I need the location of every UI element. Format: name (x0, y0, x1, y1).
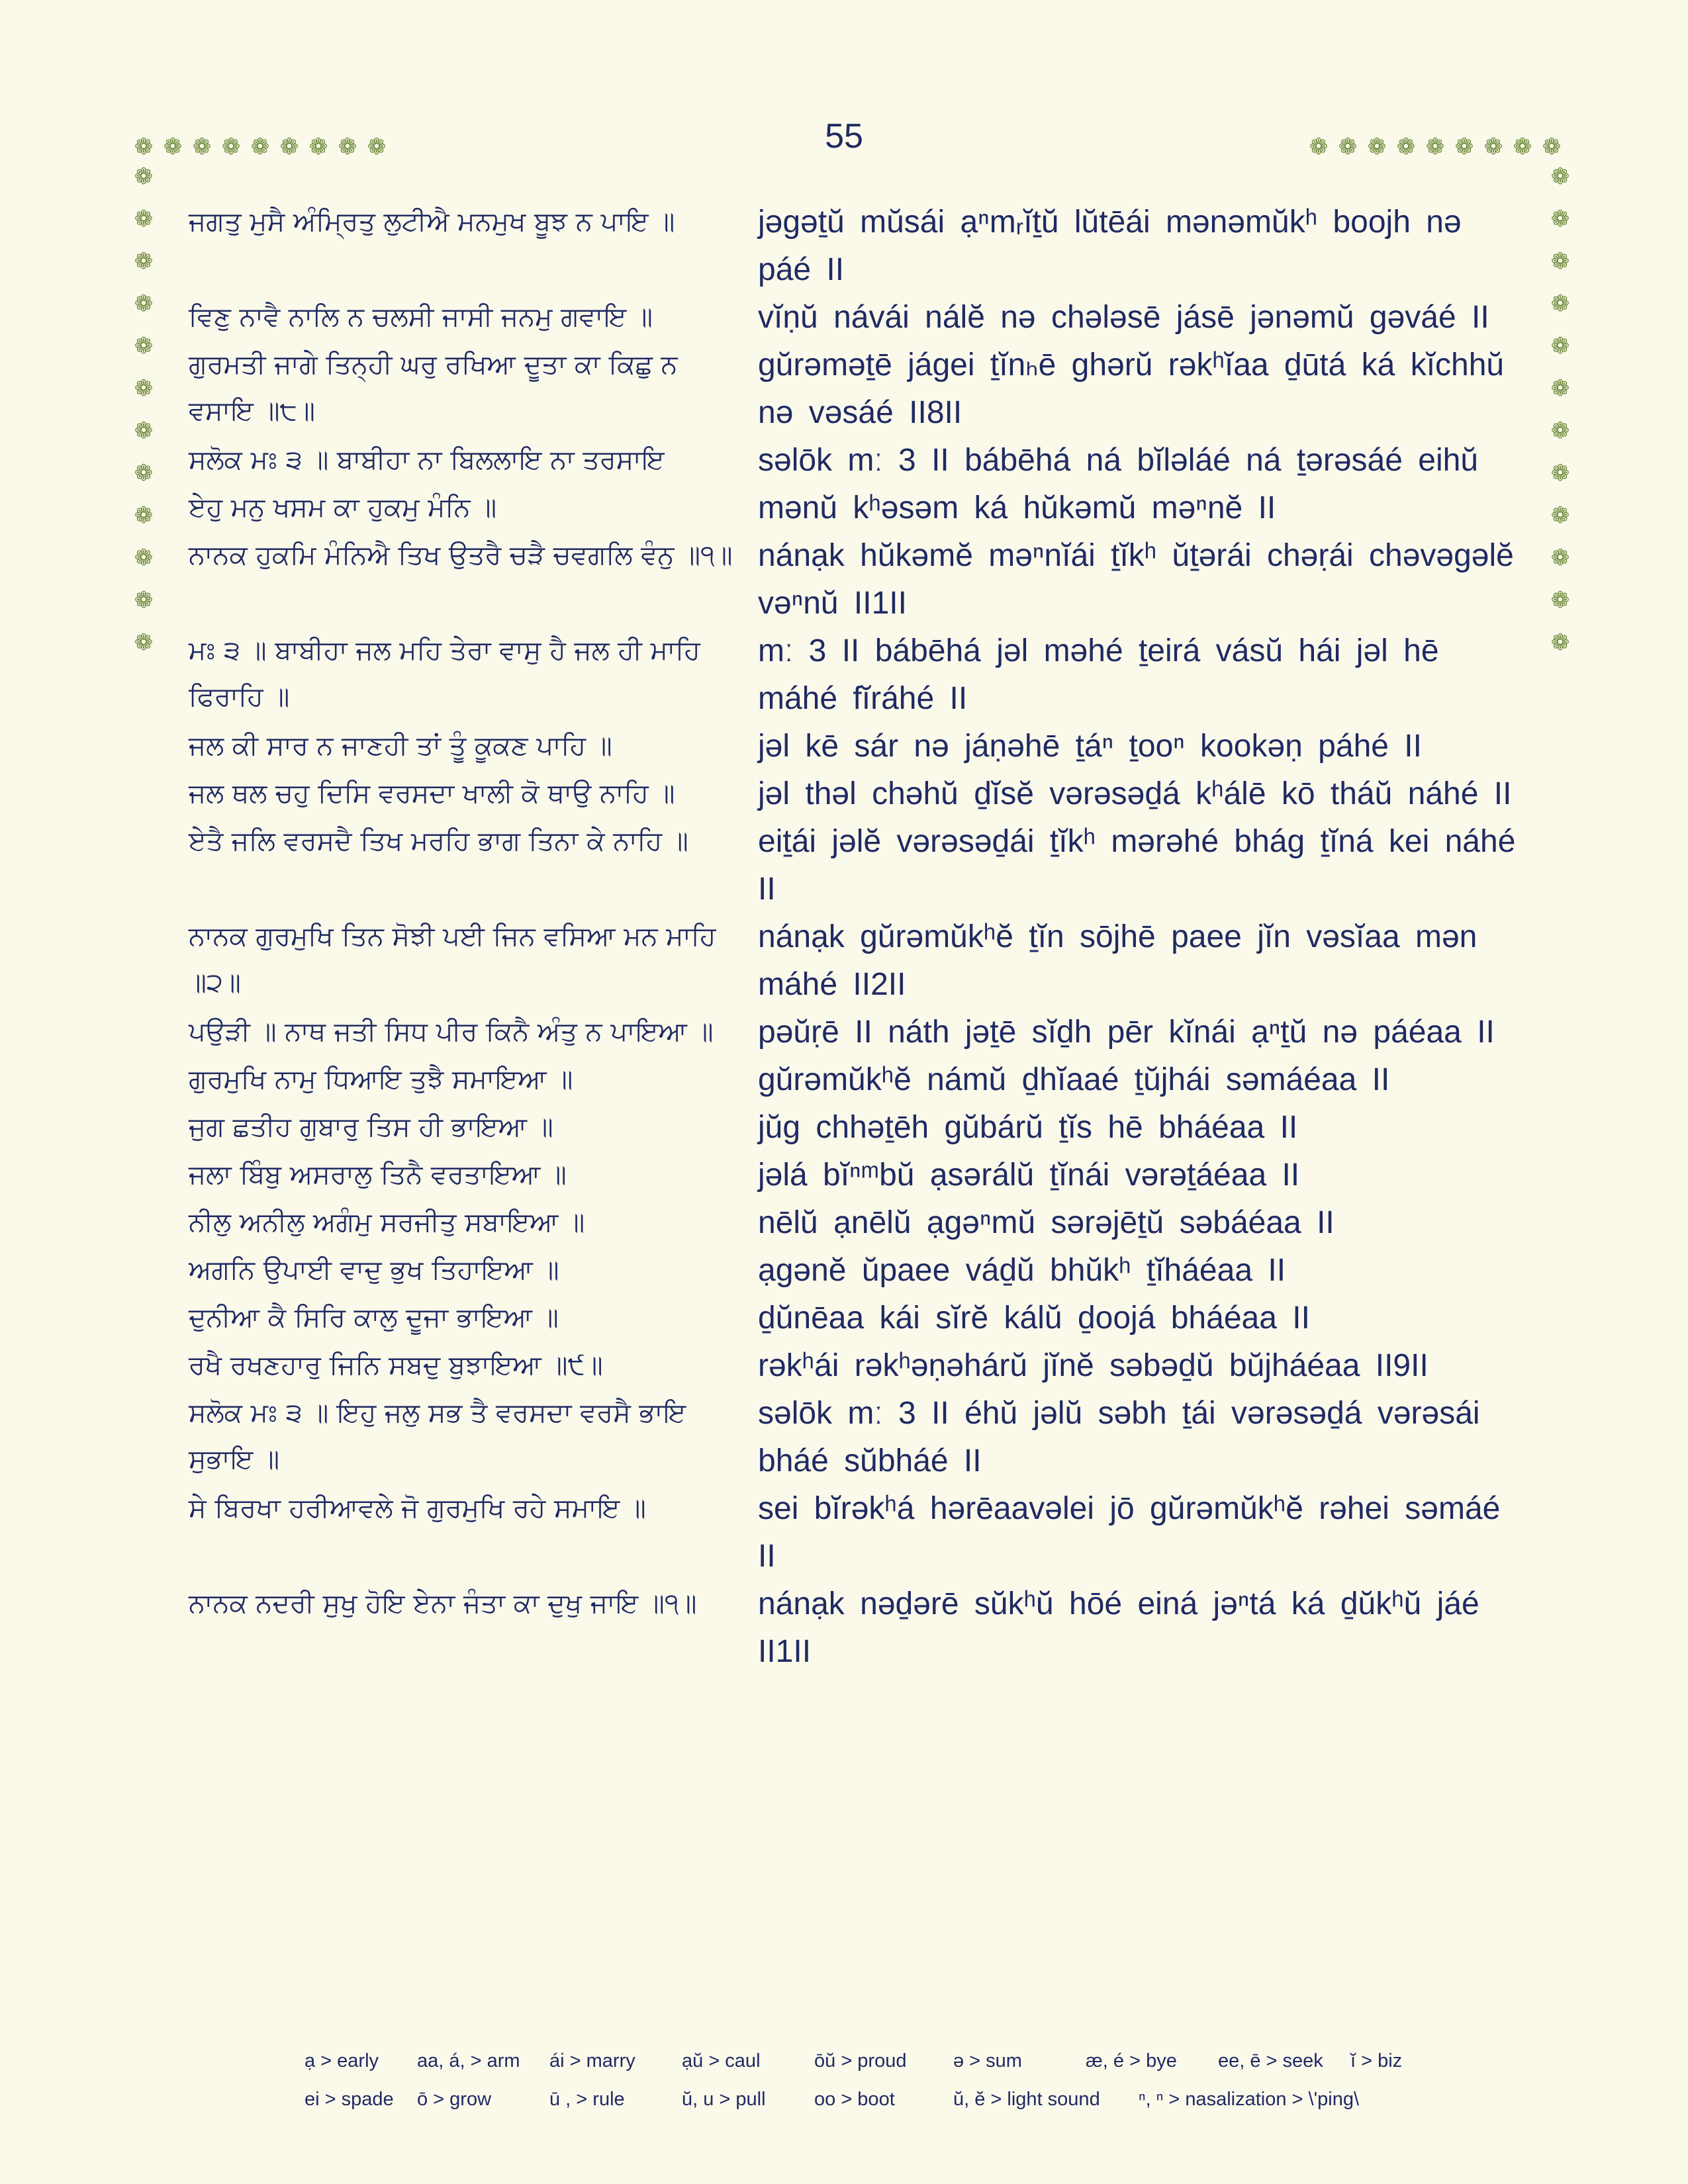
transliteration-text: gŭrəmŭkʰĕ námŭ ḏhĭaaé ṯŭjhái səmáéaa II (758, 1062, 1390, 1097)
verse-table (189, 199, 1529, 1676)
ornament-border-top-left (132, 136, 388, 158)
pronunciation-key (305, 2042, 1496, 2118)
flower-ornament-icon: ❁ (134, 587, 154, 614)
verse-row (189, 723, 1529, 770)
pronunciation-key-item: æ, é > bye (1086, 2050, 1177, 2071)
flower-ornament-icon: ❁ (1550, 206, 1570, 232)
transliteration-text: gŭrəməṯē jágei ṯĭnₕē ghərŭ rəkʰĭaa ḏūtá ká kĭchhŭ nə vəsáé II8II (758, 347, 1505, 430)
pronunciation-key-item: ō > grow (417, 2088, 492, 2110)
verse-row (189, 1199, 1529, 1247)
gurmukhi-text: ਸਲੋਕ ਮਃ ੩ ॥ ਬਾਬੀਹਾ ਨਾ ਬਿਲਲਾਇ ਨਾ ਤਰਸਾਇ (189, 445, 665, 475)
pronunciation-key-item: aa, á, > arm (417, 2050, 520, 2071)
pronunciation-key-item: ái > marry (549, 2050, 635, 2071)
flower-ornament-icon: ❁ (1550, 375, 1570, 402)
transliteration-text: mː 3 II bábēhá jəl məhé ṯeirá vásŭ hái jəl hē máhé fĭráhé II (758, 633, 1439, 716)
flower-ornament-icon: ❁ (1483, 134, 1503, 160)
verse-row (189, 294, 1529, 341)
pronunciation-key-item: ạ > early (305, 2050, 379, 2071)
flower-ornament-icon: ❁ (163, 134, 183, 160)
flower-ornament-icon: ❁ (1367, 134, 1387, 160)
flower-ornament-icon: ❁ (134, 545, 154, 571)
flower-ornament-icon: ❁ (134, 248, 154, 275)
pronunciation-key-item: ei > spade (305, 2088, 394, 2110)
transliteration-text: pəŭṛē II náth jəṯē sĭḏh pēr kĭnái ạⁿṯŭ nə páéaa II (758, 1015, 1495, 1050)
flower-ornament-icon: ❁ (250, 134, 270, 160)
flower-ornament-icon: ❁ (134, 291, 154, 317)
flower-ornament-icon: ❁ (134, 333, 154, 359)
verse-row (189, 341, 1529, 437)
verse-row (189, 1580, 1529, 1676)
flower-ornament-icon: ❁ (1550, 418, 1570, 444)
transliteration-text: nēlŭ ạnēlŭ ạgəⁿmŭ sərəjēṯŭ səbáéaa II (758, 1205, 1335, 1240)
verse-row (189, 199, 1529, 294)
gurmukhi-text: ਗੁਰਮੁਖਿ ਨਾਮੁ ਧਿਆਇ ਤੁਝੈ ਸਮਾਇਆ ॥ (189, 1064, 573, 1095)
flower-ornament-icon: ❁ (134, 134, 154, 160)
verse-row (189, 1342, 1529, 1390)
flower-ornament-icon: ❁ (1550, 333, 1570, 359)
transliteration-text: eiṯái jəlĕ vərəsəḏái ṯĭkʰ mərəhé bhág ṯĭná kei náhé II (758, 824, 1516, 907)
page-number: 55 (825, 117, 863, 156)
flower-ornament-icon: ❁ (134, 502, 154, 529)
ornament-border-left (132, 165, 155, 654)
pronunciation-key-item: ōŭ > proud (814, 2050, 907, 2071)
verse-row (189, 1009, 1529, 1056)
flower-ornament-icon: ❁ (1338, 134, 1358, 160)
verse-row (189, 437, 1529, 484)
transliteration-text: jəl thəl chəhŭ ḏĭsĕ vərəsəḏá kʰálē kō tháŭ náhé II (758, 776, 1512, 811)
gurmukhi-text: ਸਲੋਕ ਮਃ ੩ ॥ ਇਹੁ ਜਲੁ ਸਭ ਤੈ ਵਰਸਦਾ ਵਰਸੈ ਭਾਇ ਸੁਭਾਇ ॥ (189, 1398, 686, 1475)
transliteration-text: jəl kē sár nə jáṇəhē ṯáⁿ ṯooⁿ kookəṇ páhé II (758, 729, 1422, 764)
gurmukhi-text: ਜਲ ਥਲ ਚਹੁ ਦਿਸਿ ਵਰਸਦਾ ਖਾਲੀ ਕੋ ਥਾਉ ਨਾਹਿ ॥ (189, 778, 675, 809)
flower-ornament-icon: ❁ (1454, 134, 1474, 160)
transliteration-text: rəkʰái rəkʰəṇəhárŭ jĭnĕ səbəḏŭ bŭjháéaa II9II (758, 1348, 1429, 1383)
verse-row (189, 532, 1529, 627)
pronunciation-key-item: ə > sum (953, 2050, 1022, 2071)
gurmukhi-text: ਜਲਾ ਬਿੰਬੁ ਅਸਰਾਲੁ ਤਿਨੈ ਵਰਤਾਇਆ ॥ (189, 1160, 567, 1190)
gurmukhi-text: ਅਗਨਿ ਉਪਾਈ ਵਾਦੁ ਭੁਖ ਤਿਹਾਇਆ ॥ (189, 1255, 559, 1285)
gurmukhi-text: ਨੀਲੁ ਅਨੀਲੁ ਅਗੰਮੁ ਸਰਜੀਤੁ ਸਬਾਇਆ ॥ (189, 1207, 585, 1238)
flower-ornament-icon: ❁ (1550, 502, 1570, 529)
verse-row (189, 913, 1529, 1009)
flower-ornament-icon: ❁ (1550, 248, 1570, 275)
pronunciation-key-item: ee, ē > seek (1218, 2050, 1323, 2071)
verse-row (189, 1295, 1529, 1342)
flower-ornament-icon: ❁ (1396, 134, 1416, 160)
flower-ornament-icon: ❁ (279, 134, 299, 160)
pronunciation-key-item: ŭ, ĕ > light sound (953, 2088, 1100, 2110)
transliteration-text: mənŭ kʰəsəm ká hŭkəmŭ məⁿnĕ II (758, 490, 1276, 525)
gurmukhi-text: ਦੁਨੀਆ ਕੈ ਸਿਰਿ ਕਾਲੁ ਦੂਜਾ ਭਾਇਆ ॥ (189, 1302, 559, 1333)
gurmukhi-text: ਨਾਨਕ ਹੁਕਮਿ ਮੰਨਿਐ ਤਿਖ ਉਤਰੈ ਚੜੈ ਚਵਗਲਿ ਵੰਨੁ ॥੧॥ (189, 540, 733, 570)
gurmukhi-text: ਜਗਤੁ ਮੁਸੈ ਅੰਮ੍ਰਿਤੁ ਲੁਟੀਐ ਮਨਮੁਖ ਬੂਝ ਨ ਪਾਇ ॥ (189, 206, 675, 237)
transliteration-text: jəlá bĭⁿᵐbŭ ạsərálŭ ṯĭnái vərəṯáéaa II (758, 1158, 1300, 1193)
flower-ornament-icon: ❁ (134, 418, 154, 444)
transliteration-text: jəgəṯŭ mŭsái ạⁿmᵣĭṯŭ lŭtēái mənəmŭkʰ boojh nə páé II (758, 205, 1462, 287)
gurmukhi-text: ਨਾਨਕ ਨਦਰੀ ਸੁਖੁ ਹੋਇ ਏਨਾ ਜੰਤਾ ਕਾ ਦੁਖੁ ਜਾਇ ॥੧॥ (189, 1588, 697, 1619)
transliteration-text: ạgənĕ ŭpaee váḏŭ bhŭkʰ ṯĭháéaa II (758, 1253, 1286, 1288)
gurmukhi-text: ਸੇ ਬਿਰਖਾ ਹਰੀਆਵਲੇ ਜੋ ਗੁਰਮੁਖਿ ਰਹੇ ਸਮਾਇ ॥ (189, 1493, 646, 1524)
verse-row (189, 1390, 1529, 1485)
pronunciation-key-item: ạŭ > caul (682, 2050, 761, 2071)
gurmukhi-text: ਵਿਣੁ ਨਾਵੈ ਨਾਲਿ ਨ ਚਲਸੀ ਜਾਸੀ ਜਨਮੁ ਗਵਾਇ ॥ (189, 302, 653, 332)
flower-ornament-icon: ❁ (1550, 545, 1570, 571)
flower-ornament-icon: ❁ (134, 460, 154, 486)
flower-ornament-icon: ❁ (1542, 134, 1562, 160)
ornament-border-top-right (1307, 136, 1563, 158)
flower-ornament-icon: ❁ (1550, 629, 1570, 656)
flower-ornament-icon: ❁ (1425, 134, 1445, 160)
flower-ornament-icon: ❁ (1550, 587, 1570, 614)
verse-row (189, 818, 1529, 913)
pronunciation-key-item: ⁿ, ⁿ > nasalization > \'ping\ (1139, 2088, 1360, 2110)
flower-ornament-icon: ❁ (1550, 291, 1570, 317)
gurmukhi-text: ਰਖੈ ਰਖਣਹਾਰੁ ਜਿਨਿ ਸਬਦੁ ਬੁਝਾਇਆ ॥੯॥ (189, 1350, 603, 1381)
verse-row (189, 1056, 1529, 1104)
transliteration-text: səlōk mː 3 II éhŭ jəlŭ səbh ṯái vərəsəḏá vərəsái bháé sŭbháé II (758, 1396, 1480, 1479)
flower-ornament-icon: ❁ (221, 134, 241, 160)
flower-ornament-icon: ❁ (134, 629, 154, 656)
flower-ornament-icon: ❁ (1550, 460, 1570, 486)
verse-row (189, 1247, 1529, 1295)
pronunciation-key-row-2 (305, 2080, 1496, 2118)
flower-ornament-icon: ❁ (367, 134, 387, 160)
pronunciation-key-item: ū , > rule (549, 2088, 625, 2110)
gurmukhi-text: ਮਃ ੩ ॥ ਬਾਬੀਹਾ ਜਲ ਮਹਿ ਤੇਰਾ ਵਾਸੁ ਹੈ ਜਲ ਹੀ ਮਾਹਿ ਫਿਰਾਹਿ ॥ (189, 635, 700, 712)
gurmukhi-text: ਪਉੜੀ ॥ ਨਾਥ ਜਤੀ ਸਿਧ ਪੀਰ ਕਿਨੈ ਅੰਤੁ ਨ ਪਾਇਆ ॥ (189, 1017, 714, 1047)
gurmukhi-text: ਏਹੁ ਮਨੁ ਖਸਮ ਕਾ ਹੁਕਮੁ ਮੰਨਿ ॥ (189, 492, 497, 523)
flower-ornament-icon: ❁ (192, 134, 212, 160)
verse-row (189, 1104, 1529, 1152)
gurmukhi-text: ਗੁਰਮਤੀ ਜਾਗੇ ਤਿਨ੍ਹੀ ਘਰੁ ਰਖਿਆ ਦੂਤਾ ਕਾ ਕਿਛੁ ਨ ਵਸਾਇ ॥੮॥ (189, 349, 678, 426)
gurmukhi-text: ਏਤੈ ਜਲਿ ਵਰਸਦੈ ਤਿਖ ਮਰਹਿ ਭਾਗ ਤਿਨਾ ਕੇ ਨਾਹਿ ॥ (189, 826, 688, 856)
gurmukhi-text: ਜਲ ਕੀ ਸਾਰ ਨ ਜਾਣਹੀ ਤਾਂ ਤੂੰ ਕੂਕਣ ਪਾਹਿ ॥ (189, 731, 612, 761)
verse-row (189, 770, 1529, 818)
pronunciation-key-item: ĭ > biz (1350, 2050, 1403, 2071)
transliteration-text: səlōk mː 3 II bábēhá ná bĭləláé ná ṯərəsáé eihŭ (758, 443, 1479, 478)
transliteration-text: vĭṇŭ návái nálĕ nə chələsē jásē jənəmŭ gəváé II (758, 300, 1489, 335)
flower-ornament-icon: ❁ (134, 375, 154, 402)
flower-ornament-icon: ❁ (338, 134, 357, 160)
ornament-border-right (1549, 165, 1571, 654)
gurmukhi-text: ਨਾਨਕ ਗੁਰਮੁਖਿ ਤਿਨ ਸੋਝੀ ਪਈ ਜਿਨ ਵਸਿਆ ਮਨ ਮਾਹਿ ॥੨॥ (189, 921, 716, 998)
flower-ornament-icon: ❁ (1309, 134, 1329, 160)
transliteration-text: nánạk hŭkəmĕ məⁿnĭái ṯĭkʰ ŭṯərái chəṛái chəvəgəlĕ vəⁿnŭ II1II (758, 538, 1514, 621)
flower-ornament-icon: ❁ (134, 163, 154, 190)
pronunciation-key-row-1 (305, 2042, 1496, 2080)
transliteration-text: nánạk gŭrəmŭkʰĕ ṯĭn sōjhē paee jĭn vəsĭaa mən máhé II2II (758, 919, 1477, 1002)
flower-ornament-icon: ❁ (1550, 163, 1570, 190)
transliteration-text: sei bĭrəkʰá hərēaavəlei jō gŭrəmŭkʰĕ rəhei səmáé II (758, 1491, 1501, 1574)
gurmukhi-text: ਜੁਗ ਛਤੀਹ ਗੁਬਾਰੁ ਤਿਸ ਹੀ ਭਾਇਆ ॥ (189, 1112, 553, 1142)
verse-row (189, 1152, 1529, 1199)
verse-row (189, 1485, 1529, 1580)
flower-ornament-icon: ❁ (308, 134, 328, 160)
pronunciation-key-item: oo > boot (814, 2088, 895, 2110)
transliteration-text: nánạk nəḏərē sŭkʰŭ hōé einá jəⁿtá ká ḏŭkʰŭ jáé II1II (758, 1586, 1479, 1669)
pronunciation-key-item: ŭ, u > pull (682, 2088, 766, 2110)
transliteration-text: ḏŭnēaa kái sĭrĕ kálŭ ḏoojá bháéaa II (758, 1300, 1310, 1336)
verse-row (189, 627, 1529, 723)
verse-row (189, 484, 1529, 532)
transliteration-text: jŭg chhəṯēh gŭbárŭ ṯĭs hē bháéaa II (758, 1110, 1298, 1145)
flower-ornament-icon: ❁ (1513, 134, 1532, 160)
flower-ornament-icon: ❁ (134, 206, 154, 232)
